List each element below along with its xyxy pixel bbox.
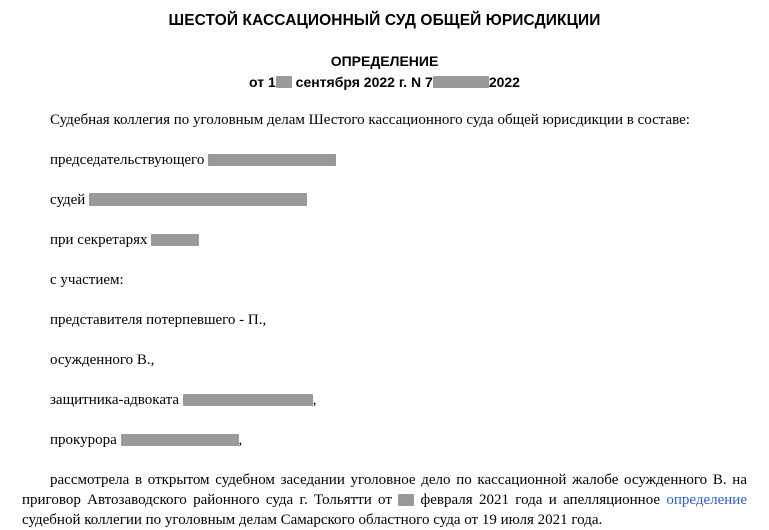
doc-ref-year: 2022 [488, 74, 520, 90]
spacer [22, 250, 747, 270]
redaction-judgment-day [398, 494, 414, 506]
spacer [22, 370, 747, 390]
line-presiding [22, 150, 747, 170]
line-suffix: , [238, 432, 243, 448]
doc-ref-date-tail: сентября 2022 г. N 7 [291, 74, 433, 90]
line-label: председательствующего [50, 152, 209, 168]
spacer [22, 170, 747, 190]
redaction-attorney-name [183, 394, 313, 406]
line-convicted: осужденного В., [50, 352, 155, 368]
redaction-presiding-name [208, 154, 336, 166]
redaction-day [276, 76, 292, 88]
final-paragraph-text-2: судебной коллегии по уголовным делам Самарского областного суда от 19 июля 2021 года. [22, 512, 603, 528]
line-victim-representative: представителя потерпевшего - П., [50, 312, 267, 328]
doc-ref-prefix: от 1 [249, 74, 276, 90]
redaction-secretary-name [151, 234, 199, 246]
spacer [22, 130, 747, 150]
final-paragraph-date-tail: февраля 2021 года и апелляционное [414, 492, 667, 508]
line-prosecutor [22, 430, 747, 450]
document-reference-line [22, 74, 747, 90]
redaction-judges-names [89, 193, 307, 206]
document-type-heading: ОПРЕДЕЛЕНИЕ [330, 53, 439, 69]
line-participants: с участием: [50, 272, 124, 288]
redaction-prosecutor-name [121, 434, 239, 446]
line-judges [22, 190, 747, 210]
court-title: ШЕСТОЙ КАССАЦИОННЫЙ СУД ОБЩЕЙ ЮРИСДИКЦИИ [168, 12, 601, 29]
intro-paragraph: Судебная коллегия по уголовным делам Шестого кассационного суда общей юрисдикции в составе: [50, 112, 690, 128]
line-suffix: , [312, 392, 317, 408]
spacer [22, 410, 747, 430]
line-label: защитника-адвоката [50, 392, 183, 408]
line-label: судей [50, 192, 90, 208]
spacer [22, 290, 747, 310]
line-label: прокурора [50, 432, 121, 448]
final-paragraph [22, 470, 747, 530]
document-body [22, 110, 747, 530]
spacer [22, 450, 747, 470]
spacer [22, 330, 747, 350]
line-defense-attorney [22, 390, 747, 410]
line-label: при секретарях [50, 232, 152, 248]
redaction-case-number [433, 76, 489, 88]
final-paragraph-text-1: рассмотрела в открытом судебном заседании уголовное дело по кассационной жалобе осужденного В. на приговор Автозаводского районного суда г. Тольятти от [22, 472, 747, 508]
spacer [22, 210, 747, 230]
appellate-determination-link[interactable]: определение [666, 492, 747, 508]
line-secretaries [22, 230, 747, 250]
